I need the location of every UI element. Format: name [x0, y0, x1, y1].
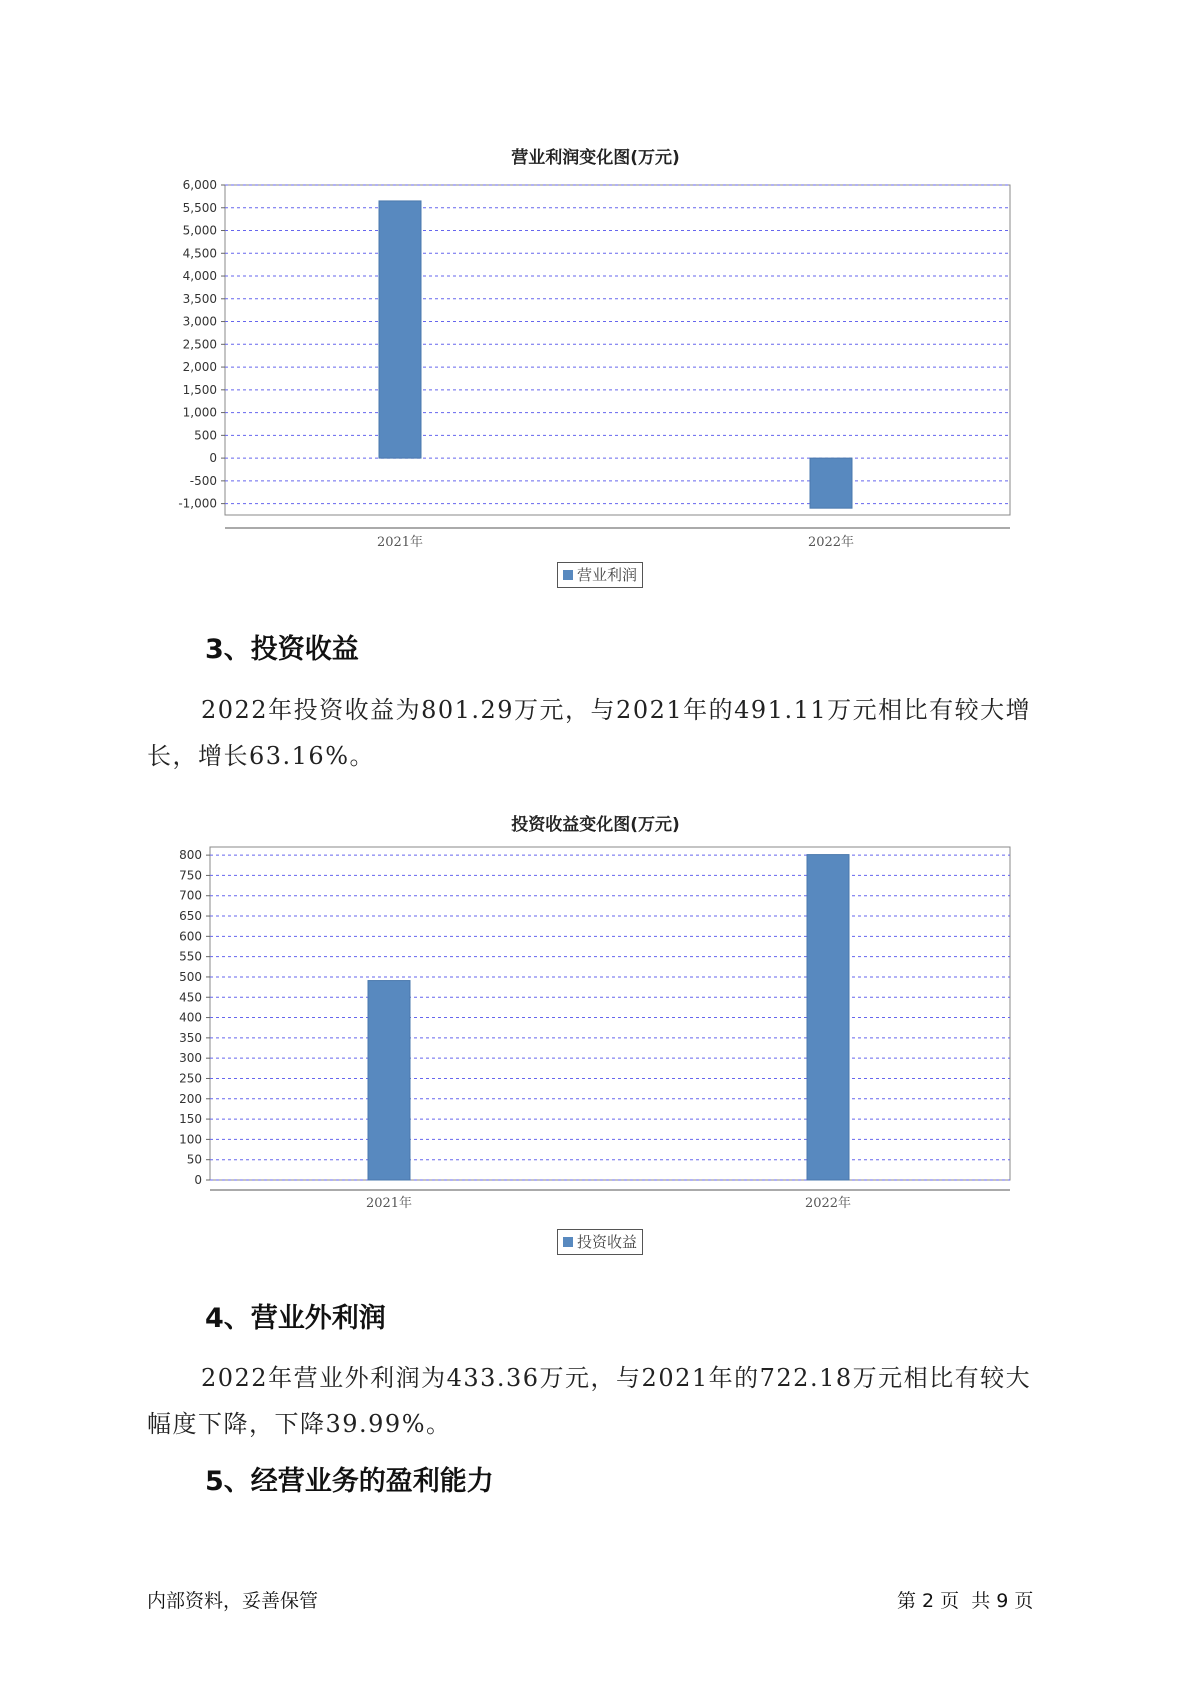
chart1-y-tick-label: 500 — [194, 428, 217, 443]
section-4-paragraph: 2022年营业外利润为433.36万元，与2021年的722.18万元相比有较大幅度下降，下降39.99%。 — [147, 1364, 1032, 1438]
chart2-y-tick-label: 50 — [186, 1152, 202, 1167]
chart2-plot-area — [210, 847, 1010, 1180]
chart1-y-tick-label: 0 — [209, 451, 217, 466]
chart1-y-tick-label: 4,000 — [182, 269, 217, 284]
chart2-y-tick-label: 300 — [179, 1051, 202, 1066]
section-4-heading: 4、营业外利润 — [205, 1303, 386, 1334]
chart1-y-tick-label: 1,500 — [182, 382, 217, 397]
chart1-y-tick-label: -1,000 — [178, 496, 217, 511]
chart2-y-tick-label: 700 — [179, 888, 202, 903]
chart2-x-tick-label: 2022年 — [804, 1196, 852, 1211]
chart2-legend-swatch — [563, 1237, 573, 1247]
chart2-y-tick-label: 150 — [179, 1112, 202, 1127]
chart1-y-tick-label: 2,000 — [182, 360, 217, 375]
chart2-legend — [557, 1229, 643, 1255]
chart2-y-tick-label: 0 — [194, 1173, 202, 1187]
chart2-y-tick-label: 450 — [179, 990, 202, 1005]
chart2-y-tick-label: 100 — [179, 1132, 202, 1147]
chart1-x-tick-label: 2021年 — [376, 535, 424, 550]
chart2-y-tick-label: 350 — [179, 1030, 202, 1045]
footer-confidential-note: 内部资料，妥善保管 — [147, 1590, 319, 1612]
chart2-y-tick-label: 250 — [179, 1071, 202, 1086]
chart1-y-tick-label: 5,000 — [182, 223, 217, 238]
chart1-y-tick-label: 2,500 — [182, 337, 217, 352]
chart1-x-tick-label: 2022年 — [807, 535, 855, 550]
chart1-y-tick-label: -500 — [189, 473, 217, 488]
chart1-y-tick-label: 3,000 — [182, 314, 217, 329]
chart2-y-tick-label: 400 — [179, 1010, 202, 1025]
chart2-y-tick-label: 600 — [179, 929, 202, 944]
section-3-paragraph: 2022年投资收益为801.29万元，与2021年的491.11万元相比有较大增长，增长63.16%。 — [147, 696, 1032, 770]
chart1-y-tick-label: 4,500 — [182, 246, 217, 261]
chart2-legend-label: 投资收益 — [577, 1233, 638, 1251]
chart1-y-tick-label: 6,000 — [182, 178, 217, 192]
chart2-y-tick-label: 800 — [179, 848, 202, 863]
chart2-investment-income — [0, 845, 1191, 1225]
chart1-bar-2021年 — [379, 201, 421, 458]
chart2-y-tick-label: 650 — [179, 909, 202, 924]
chart2-bar-2021年 — [368, 981, 410, 1180]
footer-page-number: 第 2 页 共 9 页 — [897, 1590, 1034, 1612]
chart1-y-tick-label: 3,500 — [182, 291, 217, 306]
chart2-x-tick-label: 2021年 — [365, 1196, 413, 1211]
chart1-operating-profit — [0, 170, 1191, 550]
chart1-plot-area — [225, 185, 1010, 515]
chart1-legend-label: 营业利润 — [577, 566, 638, 584]
chart2-y-tick-label: 500 — [179, 969, 202, 984]
chart2-y-tick-label: 550 — [179, 949, 202, 964]
chart1-y-tick-label: 5,500 — [182, 200, 217, 215]
chart1-legend — [557, 562, 643, 588]
chart2-bar-2022年 — [807, 855, 849, 1180]
chart1-bar-2022年 — [810, 458, 852, 508]
chart1-legend-swatch — [563, 570, 573, 580]
chart2-title: 投资收益变化图(万元) — [511, 815, 680, 835]
section-5-heading: 5、经营业务的盈利能力 — [205, 1466, 494, 1497]
chart1-title: 营业利润变化图(万元) — [511, 148, 680, 168]
chart2-y-tick-label: 750 — [179, 868, 202, 883]
chart1-y-tick-label: 1,000 — [182, 405, 217, 420]
section-3-heading: 3、投资收益 — [205, 634, 359, 665]
chart2-y-tick-label: 200 — [179, 1091, 202, 1106]
